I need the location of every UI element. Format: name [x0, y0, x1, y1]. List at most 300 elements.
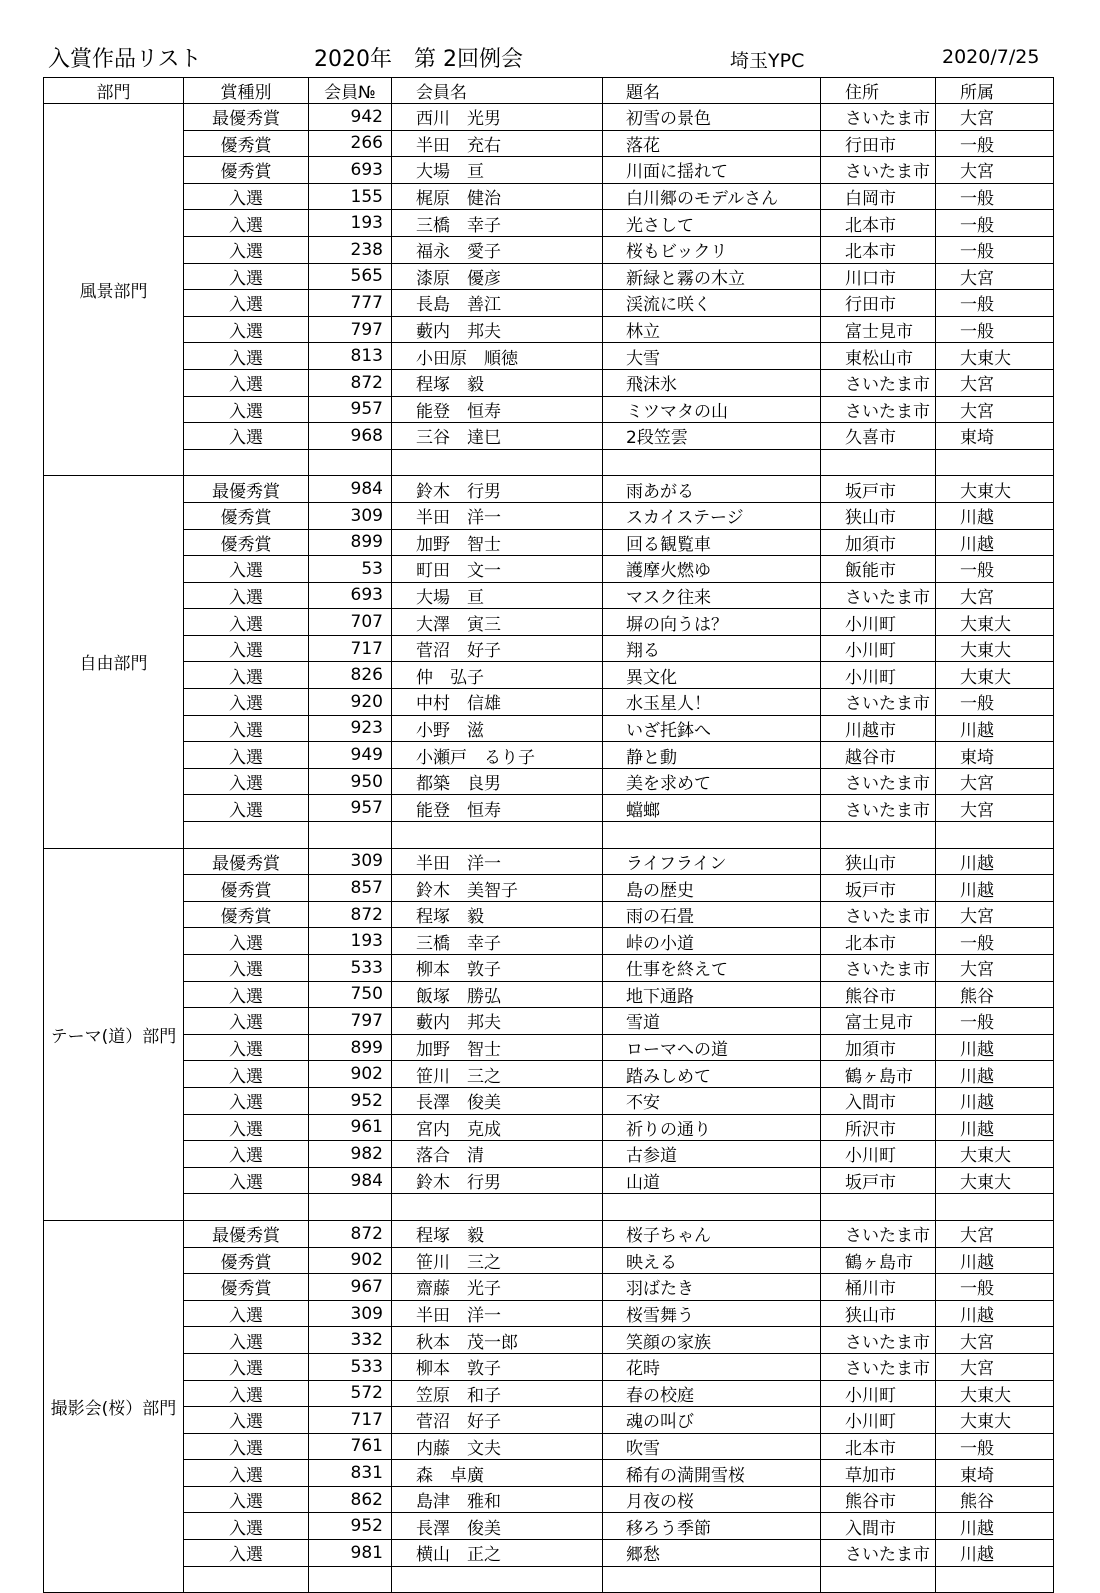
award-type-cell: 入選 [184, 210, 309, 237]
table-row [44, 1300, 1054, 1327]
award-type-cell: 入選 [184, 1008, 309, 1035]
affiliation-cell: 川越 [936, 715, 1054, 742]
address-cell: 草加市 [821, 1460, 936, 1487]
address-cell: 熊谷市 [821, 981, 936, 1008]
table-row [44, 1407, 1054, 1434]
table-row [44, 529, 1054, 556]
member-no-cell [309, 822, 392, 849]
member-no-cell [309, 449, 392, 476]
member-name-cell: 程塚 毅 [392, 369, 603, 396]
award-type-cell: 入選 [184, 795, 309, 822]
address-cell: 小川町 [821, 635, 936, 662]
table-row [44, 130, 1054, 157]
table-row [44, 1008, 1054, 1035]
title-cell [603, 1194, 821, 1221]
address-cell [821, 1566, 936, 1593]
address-cell: 所沢市 [821, 1114, 936, 1141]
award-type-cell: 入選 [184, 1300, 309, 1327]
member-name-cell: 菅沼 好子 [392, 635, 603, 662]
affiliation-cell: 熊谷 [936, 1486, 1054, 1513]
award-type-cell: 入選 [184, 1087, 309, 1114]
affiliation-cell: 大東大 [936, 635, 1054, 662]
member-no-cell: 981 [309, 1540, 392, 1567]
member-name-cell: 菅沼 好子 [392, 1407, 603, 1434]
address-cell [821, 449, 936, 476]
title-cell: 異文化 [603, 662, 821, 689]
member-name-cell: 加野 智士 [392, 529, 603, 556]
table-row [44, 556, 1054, 583]
title-cell: 白川郷のモデルさん [603, 183, 821, 210]
affiliation-cell: 川越 [936, 1300, 1054, 1327]
affiliation-cell: 川越 [936, 502, 1054, 529]
member-name-cell: 笹川 三之 [392, 1061, 603, 1088]
affiliation-cell: 川越 [936, 1247, 1054, 1274]
table-row [44, 1061, 1054, 1088]
affiliation-cell [936, 822, 1054, 849]
award-type-cell: 優秀賞 [184, 529, 309, 556]
member-name-cell [392, 1194, 603, 1221]
affiliation-cell: 大宮 [936, 369, 1054, 396]
address-cell: 小川町 [821, 1380, 936, 1407]
title-cell: 稀有の満開雪桜 [603, 1460, 821, 1487]
title-cell: 護摩火燃ゆ [603, 556, 821, 583]
award-type-cell: 入選 [184, 928, 309, 955]
title-cell: 美を求めて [603, 768, 821, 795]
table-row [44, 343, 1054, 370]
award-type-cell: 優秀賞 [184, 130, 309, 157]
affiliation-cell: 川越 [936, 1513, 1054, 1540]
award-type-cell: 入選 [184, 369, 309, 396]
address-cell: 行田市 [821, 130, 936, 157]
member-no-cell: 984 [309, 1167, 392, 1194]
table-row [44, 1380, 1054, 1407]
member-name-cell: 落合 清 [392, 1141, 603, 1168]
affiliation-cell: 大東大 [936, 1167, 1054, 1194]
award-type-cell: 入選 [184, 981, 309, 1008]
award-type-cell: 入選 [184, 1141, 309, 1168]
member-name-cell [392, 449, 603, 476]
member-name-cell: 小田原 順徳 [392, 343, 603, 370]
address-cell: 行田市 [821, 290, 936, 317]
club-name: 埼玉YPC [730, 50, 805, 72]
member-name-cell: 半田 洋一 [392, 502, 603, 529]
table-row [44, 928, 1054, 955]
award-type-cell: 最優秀賞 [184, 476, 309, 503]
affiliation-cell: 大東大 [936, 1407, 1054, 1434]
member-no-cell: 857 [309, 875, 392, 902]
title-cell: 新緑と霧の木立 [603, 263, 821, 290]
member-name-cell: 長澤 俊美 [392, 1087, 603, 1114]
award-type-cell [184, 822, 309, 849]
affiliation-cell: 川越 [936, 1087, 1054, 1114]
address-cell: さいたま市 [821, 1327, 936, 1354]
member-no-cell: 266 [309, 130, 392, 157]
member-no-cell: 717 [309, 635, 392, 662]
title-cell: 祈りの通り [603, 1114, 821, 1141]
title-cell: 桜子ちゃん [603, 1220, 821, 1247]
affiliation-cell: 一般 [936, 928, 1054, 955]
title-cell: 吹雪 [603, 1433, 821, 1460]
table-row [44, 1513, 1054, 1540]
title-cell: 峠の小道 [603, 928, 821, 955]
title-cell: 落花 [603, 130, 821, 157]
affiliation-cell: 一般 [936, 1274, 1054, 1301]
address-cell: 入間市 [821, 1087, 936, 1114]
affiliation-cell: 川越 [936, 529, 1054, 556]
award-type-cell: 入選 [184, 689, 309, 716]
award-type-cell: 入選 [184, 635, 309, 662]
award-type-cell: 入選 [184, 1167, 309, 1194]
address-cell: 久喜市 [821, 423, 936, 450]
title-cell: 光さして [603, 210, 821, 237]
award-type-cell: 最優秀賞 [184, 848, 309, 875]
table-row [44, 875, 1054, 902]
award-type-cell: 優秀賞 [184, 875, 309, 902]
address-cell: 富士見市 [821, 1008, 936, 1035]
table-row [44, 1274, 1054, 1301]
table-row [44, 423, 1054, 450]
member-no-cell: 193 [309, 928, 392, 955]
affiliation-cell: 大宮 [936, 104, 1054, 131]
table-row [44, 742, 1054, 769]
affiliation-cell: 大東大 [936, 1141, 1054, 1168]
award-type-cell: 入選 [184, 290, 309, 317]
member-name-cell: 程塚 毅 [392, 1220, 603, 1247]
award-type-cell: 入選 [184, 396, 309, 423]
affiliation-cell: 一般 [936, 183, 1054, 210]
title-cell: 移ろう季節 [603, 1513, 821, 1540]
affiliation-cell: 大宮 [936, 795, 1054, 822]
member-name-cell: 中村 信雄 [392, 689, 603, 716]
col-header-award-type: 賞種別 [184, 78, 309, 104]
address-cell: 川口市 [821, 263, 936, 290]
col-header-address: 住所 [821, 78, 936, 104]
title-cell: 飛沫氷 [603, 369, 821, 396]
address-cell: さいたま市 [821, 1353, 936, 1380]
address-cell: さいたま市 [821, 689, 936, 716]
award-type-cell: 入選 [184, 742, 309, 769]
award-type-cell: 入選 [184, 1486, 309, 1513]
title-cell: 翔る [603, 635, 821, 662]
title-cell: 雨の石畳 [603, 901, 821, 928]
affiliation-cell: 大東大 [936, 343, 1054, 370]
affiliation-cell: 大宮 [936, 157, 1054, 184]
table-row [44, 316, 1054, 343]
table-row [44, 662, 1054, 689]
table-row [44, 157, 1054, 184]
member-no-cell: 952 [309, 1087, 392, 1114]
member-name-cell: 宮内 克成 [392, 1114, 603, 1141]
member-name-cell: 小野 滋 [392, 715, 603, 742]
member-no-cell: 942 [309, 104, 392, 131]
address-cell: 入間市 [821, 1513, 936, 1540]
table-row [44, 1460, 1054, 1487]
table-row [44, 290, 1054, 317]
member-name-cell: 笹川 三之 [392, 1247, 603, 1274]
table-row [44, 635, 1054, 662]
award-type-cell: 優秀賞 [184, 901, 309, 928]
title-cell: 渓流に咲く [603, 290, 821, 317]
affiliation-cell: 東埼 [936, 1460, 1054, 1487]
member-name-cell: 鈴木 美智子 [392, 875, 603, 902]
affiliation-cell: 大宮 [936, 582, 1054, 609]
title-cell: 川面に揺れて [603, 157, 821, 184]
affiliation-cell: 大宮 [936, 768, 1054, 795]
table-row [44, 449, 1054, 476]
member-name-cell: 都築 良男 [392, 768, 603, 795]
affiliation-cell: 大宮 [936, 955, 1054, 982]
member-no-cell: 899 [309, 1034, 392, 1061]
affiliation-cell: 川越 [936, 848, 1054, 875]
table-row [44, 689, 1054, 716]
member-no-cell: 952 [309, 1513, 392, 1540]
member-no-cell: 950 [309, 768, 392, 795]
title-cell: 水玉星人！ [603, 689, 821, 716]
affiliation-cell: 大東大 [936, 1380, 1054, 1407]
award-type-cell: 入選 [184, 1540, 309, 1567]
report-date: 2020/7/25 [942, 46, 1040, 68]
title-cell: 林立 [603, 316, 821, 343]
member-no-cell: 572 [309, 1380, 392, 1407]
award-type-cell: 入選 [184, 1034, 309, 1061]
department-cell: 風景部門 [44, 104, 184, 476]
title-cell [603, 449, 821, 476]
affiliation-cell: 一般 [936, 1433, 1054, 1460]
affiliation-cell: 大東大 [936, 662, 1054, 689]
title-cell: 桜雪舞う [603, 1300, 821, 1327]
member-name-cell: 三橋 幸子 [392, 928, 603, 955]
member-no-cell: 984 [309, 476, 392, 503]
member-name-cell: 仲 弘子 [392, 662, 603, 689]
award-type-cell: 入選 [184, 316, 309, 343]
table-row [44, 609, 1054, 636]
title-cell [603, 822, 821, 849]
award-type-cell: 入選 [184, 609, 309, 636]
member-no-cell: 957 [309, 396, 392, 423]
award-type-cell: 入選 [184, 582, 309, 609]
member-no-cell: 872 [309, 369, 392, 396]
award-type-cell: 入選 [184, 1061, 309, 1088]
affiliation-cell: 川越 [936, 1061, 1054, 1088]
table-row [44, 1486, 1054, 1513]
table-row [44, 1034, 1054, 1061]
address-cell: 坂戸市 [821, 875, 936, 902]
affiliation-cell: 一般 [936, 1008, 1054, 1035]
table-row [44, 1114, 1054, 1141]
award-type-cell: 入選 [184, 1114, 309, 1141]
award-type-cell: 優秀賞 [184, 502, 309, 529]
title-cell: 初雪の景色 [603, 104, 821, 131]
title-cell: 古参道 [603, 1141, 821, 1168]
title-cell: 桜もビックリ [603, 236, 821, 263]
member-no-cell: 902 [309, 1247, 392, 1274]
affiliation-cell: 一般 [936, 210, 1054, 237]
affiliation-cell: 大宮 [936, 263, 1054, 290]
col-header-member-name: 会員名 [392, 78, 603, 104]
member-no-cell: 797 [309, 1008, 392, 1035]
title-cell: 春の校庭 [603, 1380, 821, 1407]
member-no-cell: 920 [309, 689, 392, 716]
affiliation-cell: 大宮 [936, 1353, 1054, 1380]
award-type-cell: 入選 [184, 955, 309, 982]
title-cell: 郷愁 [603, 1540, 821, 1567]
member-no-cell: 533 [309, 955, 392, 982]
member-name-cell: 小瀬戸 るり子 [392, 742, 603, 769]
member-no-cell: 533 [309, 1353, 392, 1380]
member-no-cell: 872 [309, 901, 392, 928]
address-cell: さいたま市 [821, 1540, 936, 1567]
table-row [44, 582, 1054, 609]
address-cell: 熊谷市 [821, 1486, 936, 1513]
award-type-cell: 入選 [184, 183, 309, 210]
address-cell [821, 822, 936, 849]
address-cell: 坂戸市 [821, 476, 936, 503]
member-no-cell: 155 [309, 183, 392, 210]
member-name-cell: 大澤 寅三 [392, 609, 603, 636]
member-name-cell [392, 1566, 603, 1593]
award-type-cell: 入選 [184, 1513, 309, 1540]
address-cell: さいたま市 [821, 1220, 936, 1247]
member-no-cell: 862 [309, 1486, 392, 1513]
table-row [44, 502, 1054, 529]
affiliation-cell: 一般 [936, 290, 1054, 317]
title-cell: 羽ばたき [603, 1274, 821, 1301]
title-cell: 蟷螂 [603, 795, 821, 822]
member-name-cell: 藪内 邦夫 [392, 1008, 603, 1035]
address-cell: 富士見市 [821, 316, 936, 343]
title-cell: ローマへの道 [603, 1034, 821, 1061]
title-cell: 雨あがる [603, 476, 821, 503]
member-name-cell: 柳本 敦子 [392, 1353, 603, 1380]
affiliation-cell: 大宮 [936, 901, 1054, 928]
address-cell: 小川町 [821, 1407, 936, 1434]
member-name-cell: 笠原 和子 [392, 1380, 603, 1407]
affiliation-cell: 一般 [936, 236, 1054, 263]
affiliation-cell [936, 1566, 1054, 1593]
award-type-cell: 優秀賞 [184, 1247, 309, 1274]
table-row [44, 104, 1054, 131]
affiliation-cell: 大東大 [936, 476, 1054, 503]
title-cell: 島の歴史 [603, 875, 821, 902]
member-name-cell: 三谷 達巳 [392, 423, 603, 450]
address-cell: 狭山市 [821, 848, 936, 875]
title-cell: 山道 [603, 1167, 821, 1194]
award-type-cell [184, 1566, 309, 1593]
member-no-cell: 707 [309, 609, 392, 636]
title-cell: 2段笠雲 [603, 423, 821, 450]
address-cell: 坂戸市 [821, 1167, 936, 1194]
member-name-cell: 齋藤 光子 [392, 1274, 603, 1301]
member-name-cell: 西川 光男 [392, 104, 603, 131]
address-cell: さいたま市 [821, 582, 936, 609]
member-name-cell: 柳本 敦子 [392, 955, 603, 982]
address-cell: さいたま市 [821, 955, 936, 982]
table-row [44, 369, 1054, 396]
title-cell: スカイステージ [603, 502, 821, 529]
member-no-cell: 53 [309, 556, 392, 583]
award-type-cell: 入選 [184, 768, 309, 795]
award-type-cell: 入選 [184, 236, 309, 263]
address-cell: 鶴ヶ島市 [821, 1061, 936, 1088]
member-no-cell: 967 [309, 1274, 392, 1301]
member-no-cell: 238 [309, 236, 392, 263]
award-type-cell: 入選 [184, 1460, 309, 1487]
address-cell: 桶川市 [821, 1274, 936, 1301]
member-no-cell: 565 [309, 263, 392, 290]
title-cell: ミツマタの山 [603, 396, 821, 423]
member-no-cell: 717 [309, 1407, 392, 1434]
affiliation-cell: 一般 [936, 130, 1054, 157]
table-row [44, 768, 1054, 795]
address-cell: 加須市 [821, 1034, 936, 1061]
address-cell: 白岡市 [821, 183, 936, 210]
table-row [44, 396, 1054, 423]
col-header-affiliation: 所属 [936, 78, 1054, 104]
table-body [44, 104, 1054, 1593]
title-cell: 仕事を終えて [603, 955, 821, 982]
address-cell: 北本市 [821, 928, 936, 955]
title-cell [603, 1566, 821, 1593]
award-type-cell [184, 449, 309, 476]
table-row [44, 901, 1054, 928]
member-name-cell: 藪内 邦夫 [392, 316, 603, 343]
affiliation-cell: 一般 [936, 689, 1054, 716]
title-cell: 塀の向うは？ [603, 609, 821, 636]
address-cell: 小川町 [821, 609, 936, 636]
award-type-cell: 入選 [184, 556, 309, 583]
member-name-cell: 福永 愛子 [392, 236, 603, 263]
member-name-cell: 能登 恒寿 [392, 396, 603, 423]
address-cell: 北本市 [821, 236, 936, 263]
table-row [44, 715, 1054, 742]
award-type-cell: 入選 [184, 1353, 309, 1380]
table-row [44, 955, 1054, 982]
table-row [44, 981, 1054, 1008]
member-name-cell: 大場 亘 [392, 157, 603, 184]
title-cell: 魂の叫び [603, 1407, 821, 1434]
member-name-cell: 横山 正之 [392, 1540, 603, 1567]
table-row [44, 1087, 1054, 1114]
title-cell: 大雪 [603, 343, 821, 370]
address-cell: 狭山市 [821, 1300, 936, 1327]
member-name-cell: 半田 充右 [392, 130, 603, 157]
member-no-cell: 872 [309, 1220, 392, 1247]
address-cell: さいたま市 [821, 369, 936, 396]
affiliation-cell: 熊谷 [936, 981, 1054, 1008]
award-type-cell: 入選 [184, 263, 309, 290]
member-no-cell: 961 [309, 1114, 392, 1141]
member-name-cell: 長澤 俊美 [392, 1513, 603, 1540]
affiliation-cell: 一般 [936, 316, 1054, 343]
member-no-cell: 968 [309, 423, 392, 450]
member-no-cell: 332 [309, 1327, 392, 1354]
title-cell: 笑顔の家族 [603, 1327, 821, 1354]
member-no-cell: 693 [309, 157, 392, 184]
title-cell: 映える [603, 1247, 821, 1274]
member-name-cell: 長島 善江 [392, 290, 603, 317]
table-row [44, 1141, 1054, 1168]
member-name-cell: 秋本 茂一郎 [392, 1327, 603, 1354]
table-row [44, 183, 1054, 210]
member-no-cell: 750 [309, 981, 392, 1008]
member-no-cell: 693 [309, 582, 392, 609]
member-name-cell: 鈴木 行男 [392, 476, 603, 503]
department-cell: 自由部門 [44, 476, 184, 848]
table-row [44, 1167, 1054, 1194]
address-cell: 北本市 [821, 1433, 936, 1460]
award-type-cell: 入選 [184, 1380, 309, 1407]
member-name-cell: 梶原 健治 [392, 183, 603, 210]
